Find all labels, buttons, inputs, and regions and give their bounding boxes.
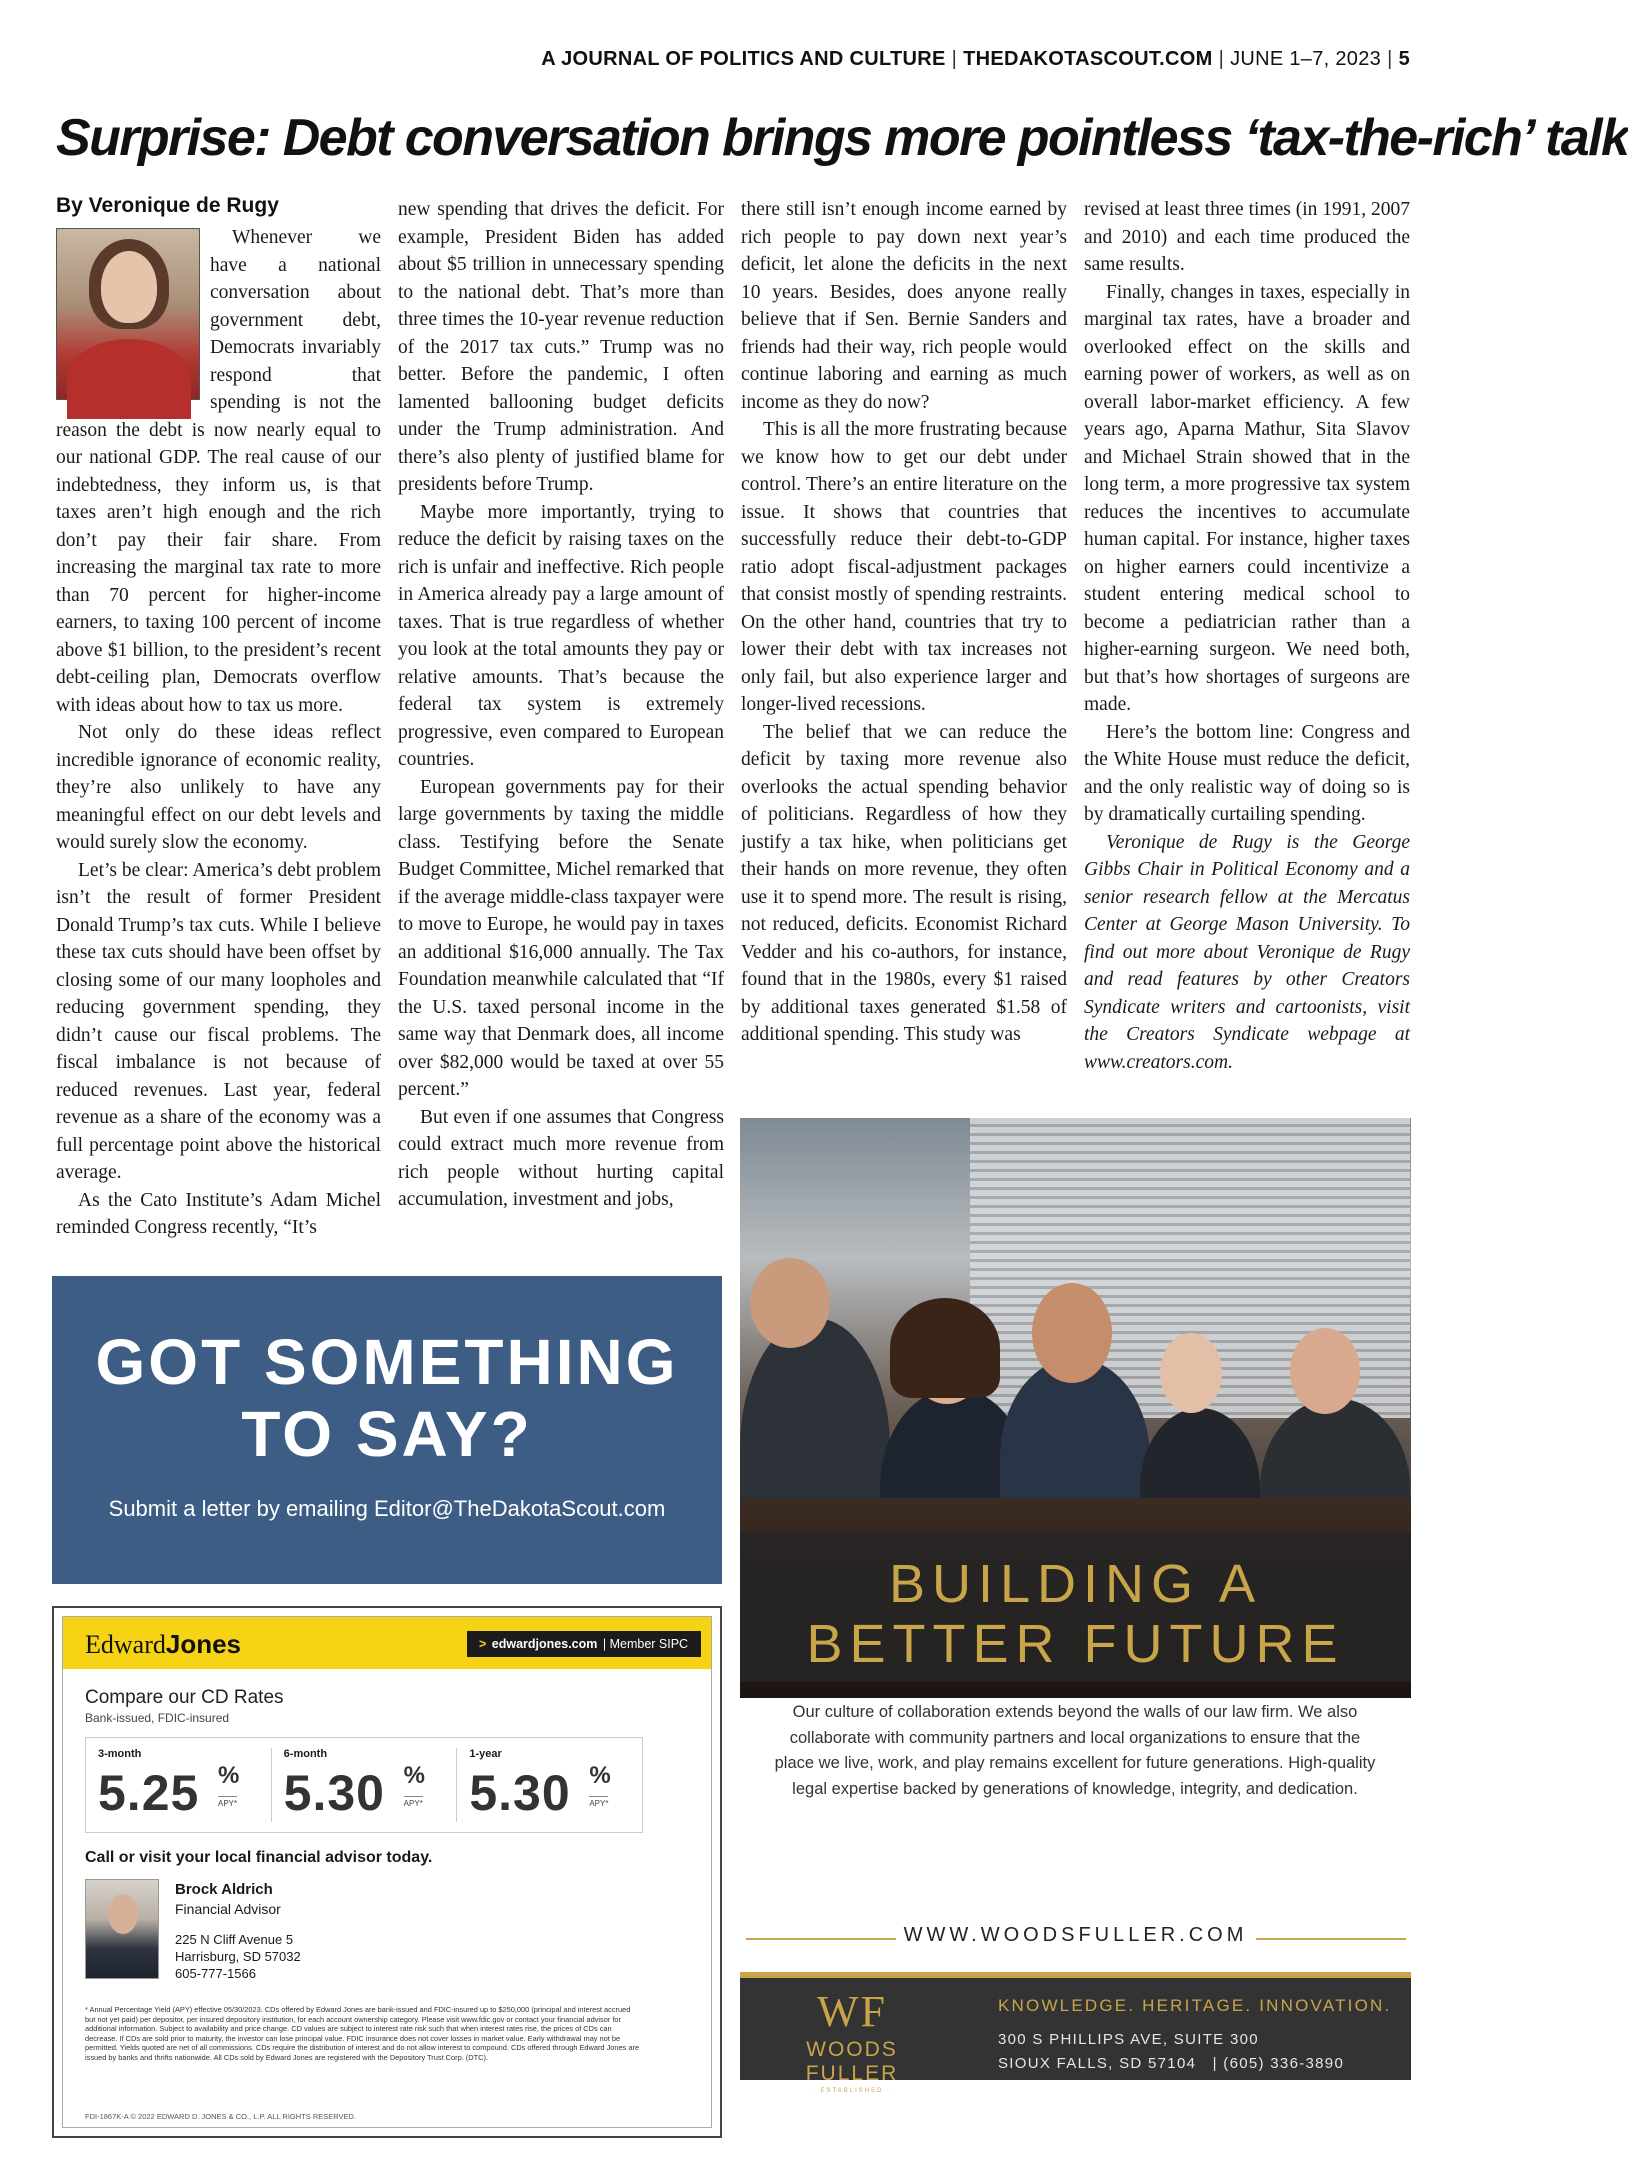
article-paragraph: Maybe more importantly, trying to reduce the deficit by raising taxes on the rich is unfair and ineffective. Rich people in America already pay a large amount of taxes. That is true regardless of whether you look at the total amounts they pay or relative amounts. That’s because the federal tax system is extremely progressive, even compared to European countries. — [398, 501, 724, 770]
advisor-photo — [85, 1879, 159, 1979]
ad-link: edwardjones.com — [491, 1637, 598, 1651]
page-number: 5 — [1398, 48, 1410, 70]
article-column-2 — [398, 196, 724, 1274]
advisor-address: 225 N Cliff Avenue 5 Harrisburg, SD 57032 605-777-1566 — [175, 1932, 301, 1981]
article-column-3 — [741, 196, 1067, 1104]
cd-rates-heading: Compare our CD Rates — [85, 1687, 284, 1708]
woods-fuller-phone: | (605) 336-3890 — [1212, 2055, 1345, 2072]
cd-rate-3-month: 3-month 5.25 % APY* — [98, 1748, 240, 1821]
article-paragraph: new spending that drives the deficit. For example, President Biden has added about $5 trillion in unnecessary spending to the national debt. That’s more than three times the 10-year revenue reduction of the 2017 tax cuts.” Trump was no better. Before the pandemic, I often lamented ballooning budget deficits under the Trump administration. And there’s also plenty of justified blame for presidents before Trump. — [398, 199, 724, 495]
header-separator: | — [1218, 48, 1225, 70]
edward-jones-logo: EdwardJones — [85, 1629, 242, 1659]
cd-rates-subheading: Bank-issued, FDIC-insured — [85, 1711, 230, 1725]
woods-fuller-url[interactable]: WWW.WOODSFULLER.COM — [903, 1924, 1248, 1946]
ad-cta: Submit a letter by emailing Editor@TheDakotaScout.com — [108, 1496, 666, 1521]
author-photo — [56, 228, 200, 400]
article-paragraph: This is all the more frustrating because we know how to get our debt under control. There’s an entire literature on the issue. It shows that countries that successfully reduce their debt-to-GDP ratio adopt fiscal-adjustment packages that consist mostly of spending restraints. On the other hand, countries that try to lower their debt with tax increases not only fail, but also experience larger and longer-lived recessions. — [741, 419, 1067, 715]
advisor-name: Brock Aldrich — [175, 1881, 273, 1898]
ad-brand-bar — [63, 1617, 711, 1669]
banner-line-2: BETTER FUTURE — [806, 1614, 1345, 1674]
woods-fuller-tagline: KNOWLEDGE. HERITAGE. INNOVATION. — [998, 1996, 1392, 2015]
article-paragraph: Let’s be clear: America’s debt problem isn’t the result of former President Donald Trump’s tax cuts. While I believe these tax cuts should have been offset by closing some of our many loopholes and reducing government spending, they didn’t cause our fiscal problems. The fiscal imbalance is not because of reduced revenues. Last year, federal revenue as a share of the economy was a full percentage point above the historical average. — [56, 859, 381, 1183]
advisor-call-to-action: Call or visit your local financial advisor today. — [85, 1849, 433, 1866]
ad-copyright: FDI-1867K-A © 2022 EDWARD D. JONES & CO., L.P. ALL RIGHTS RESERVED. — [85, 2112, 357, 2121]
journal-tagline: A JOURNAL OF POLITICS AND CULTURE — [541, 48, 946, 70]
article-paragraph: European governments pay for their large governments by taxing the middle class. Testifying before the Senate Budget Committee, Michel remarked that if the average middle-class taxpayer were to move to Europe, he would pay in taxes an additional $16,000 annually. The Tax Foundation meanwhile calculated that “If the U.S. taxed personal income in the same way that Denmark does, all income over $82,000 would be taxed at over 55 percent.” — [398, 776, 724, 1100]
woods-fuller-photo — [740, 1118, 1411, 1682]
issue-date: JUNE 1–7, 2023 — [1230, 48, 1382, 70]
site-name: THEDAKOTASCOUT.COM — [963, 48, 1213, 70]
woods-fuller-address: 300 S PHILLIPS AVE, SUITE 300 SIOUX FALLS, SD 57104 | (605) 336-3890 — [998, 2031, 1345, 2072]
woods-fuller-footer — [740, 1972, 1411, 2094]
ad-link-bar: > edwardjones.com | Member SIPC — [467, 1631, 701, 1657]
ad-frame — [62, 1616, 712, 2128]
edward-jones-ad — [52, 1606, 722, 2138]
article-paragraph: revised at least three times (in 1991, 2007 and 2010) and each time produced the same results. — [1084, 199, 1410, 275]
article-paragraph: Whenever we have a national conversation about government debt, Democrats invariably respond that spending is not the reason the debt is now nearly equal to our national GDP. The real cause of our indebtedness, they inform us, is that taxes aren’t high enough and the rich don’t pay their fair share. From increasing the marginal tax rate to more than 70 percent for higher-income earners, to taxing 100 percent of income above $1 billion, to the president’s recent debt-ceiling plan, Democrats overflow with ideas about how to tax us more. — [56, 227, 381, 716]
article-paragraph: Finally, changes in taxes, especially in marginal tax rates, have a broader and overlooked effect on the skills and earning power of workers, as well as on overall labor-market efficiency. A few years ago, Aparna Mathur, Sita Slavov and Michael Strain showed that in the long term, a more progressive tax system reduces the incentives to accumulate human capital. For instance, higher taxes on higher earners could incentivize a student entering medical school to become a pediatrician rather than a higher-earning surgeon. We need both, but that’s how shortages of surgeons are made. — [1084, 281, 1410, 715]
article-column-1 — [56, 224, 381, 1274]
cd-rates-table — [85, 1737, 643, 1833]
header-separator: | — [1387, 48, 1393, 70]
cd-rate-1-year: 1-year 5.30 % APY* — [456, 1748, 642, 1822]
page-header — [480, 48, 1410, 71]
cd-rate-6-month: 6-month 5.30 % APY* — [271, 1748, 457, 1822]
author-bio: Veronique de Rugy is the George Gibbs Chair in Political Economy and a senior research fellow at the Mercatus Center at George Mason University. To find out more about Veronique de Rugy and read features by other Creators Syndicate writers and cartoonists, visit the Creators Syndicate webpage at www.creators.com. — [1084, 831, 1410, 1073]
article-byline: By Veronique de Rugy — [56, 194, 279, 217]
article-paragraph: As the Cato Institute’s Adam Michel reminded Congress recently, “It’s — [56, 1189, 381, 1238]
advisor-title: Financial Advisor — [175, 1901, 281, 1917]
article-paragraph: there still isn’t enough income earned by rich people to pay down next year’s deficit, let alone the deficits in the next 10 years. Besides, does anyone really believe that if Sen. Bernie Sanders and friends had their way, rich people would continue laboring and earning as much income as they do now? — [741, 199, 1067, 413]
ad-fine-print: * Annual Percentage Yield (APY) effective 05/30/2023. CDs offered by Edward Jones are bank-issued and FDIC-insured up to $250,000 (principal and interest accrued but not yet paid) per depositor, per insured depository institution, for each account ownership category. Please visit www.fdic.gov or contact your financial advisor for additional information. Subject to availability and price change. CD values are subject to interest rate risk such that when interest rates rise, the prices of CDs can decrease. If CDs are sold prior to maturity, the investor can lose principal value. FDIC insurance does not cover losses in market value. Early withdrawal may not be permitted. Yields quoted are net of all commissions. CDs require the distribution of interest and do not allow interest to compound. CDs offered through Edward Jones are issued by banks and thrifts nationwide. All CDs sold by Edward Jones are registered with the Depository Trust Corp. (DTC). — [85, 2005, 640, 2062]
ad-headline-line1: GOT SOMETHING — [95, 1326, 679, 1398]
ad-headline-line2: TO SAY? — [241, 1398, 533, 1470]
article-paragraph: But even if one assumes that Congress could extract much more revenue from rich people without hurting capital accumulation, investment and jobs, — [398, 1106, 724, 1210]
banner-line-1: BUILDING A — [888, 1554, 1263, 1614]
woods-fuller-body: Our culture of collaboration extends beyond the walls of our law firm. We also collaborate with community partners and local organizations to ensure that the place we live, work, and play remains excellent for future generations. High-quality legal expertise backed by generations of knowledge, integrity, and dedication. — [774, 1703, 1376, 1798]
article-paragraph: Here’s the bottom line: Congress and the White House must reduce the deficit, and the only realistic way of doing so is by dramatically curtailing spending. — [1084, 721, 1410, 825]
article-paragraph: The belief that we can reduce the deficit by taxing more revenue also overlooks the actual spending behavior of politicians. Regardless of how they justify a tax hike, when politicians get their hands on more revenue, they often use it to spend more. The result is rising, not reduced, deficits. Economist Richard Vedder and his co-authors, for instance, found that in the 1980s, every $1 raised by additional taxes generated $1.58 of additional spending. This study was — [741, 721, 1067, 1045]
letters-to-editor-ad — [52, 1276, 722, 1584]
woods-fuller-banner — [740, 1532, 1411, 1682]
article-headline: Surprise: Debt conversation brings more pointless ‘tax-the-rich’ talk — [56, 109, 1628, 167]
article-column-4 — [1084, 196, 1410, 1104]
woods-fuller-logo: WF WOODS FULLER · ESTABLISHED · — [805, 1987, 899, 2094]
header-separator: | — [951, 48, 958, 70]
article-paragraph: Not only do these ideas reflect incredible ignorance of economic reality, they’re also unlikely to have any meaningful effect on our debt levels and would surely slow the economy. — [56, 722, 381, 853]
